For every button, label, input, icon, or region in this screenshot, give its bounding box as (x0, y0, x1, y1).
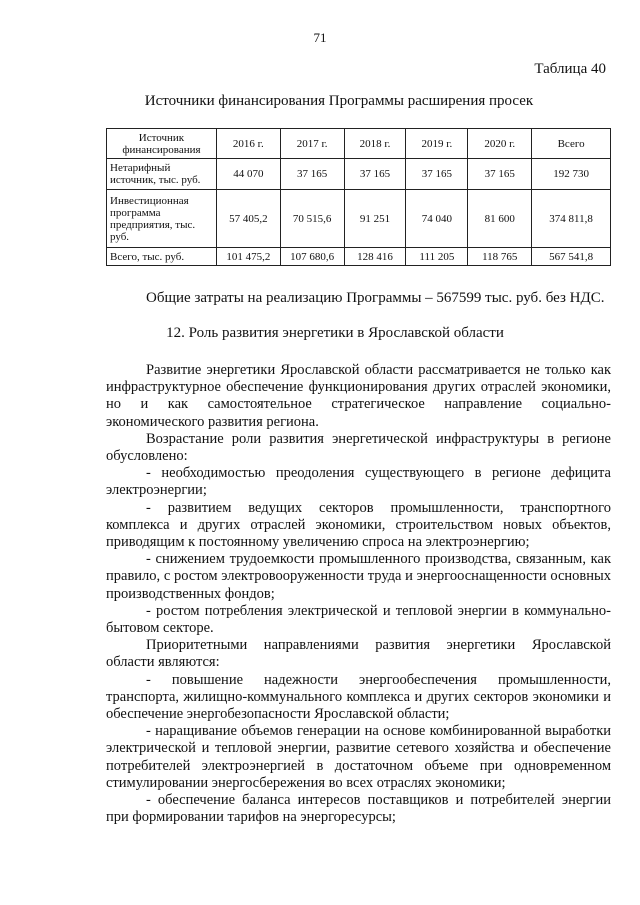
value-cell: 111 205 (406, 248, 468, 266)
header-cell: 2017 г. (280, 129, 344, 159)
list-item: - наращивание объемов генерации на основе комбинированной выработки электрической и тепловой энергии, развитие сетевого хозяйства и обеспечение потребителей электроэнергией в достаточном объеме при одновременном стимулировании энергосбережения во всех отраслях экономики; (106, 723, 611, 791)
table-row (107, 159, 611, 190)
value-cell: 81 600 (468, 190, 532, 248)
paragraph: Возрастание роли развития энергетической инфраструктуры в регионе обусловлено: (106, 430, 611, 465)
section-body (106, 362, 611, 826)
header-cell: 2016 г. (216, 129, 280, 159)
value-cell: 74 040 (406, 190, 468, 248)
value-cell: 44 070 (216, 159, 280, 190)
value-cell: 567 541,8 (532, 248, 611, 266)
value-cell: 101 475,2 (216, 248, 280, 266)
value-cell: 128 416 (344, 248, 406, 266)
value-cell: 37 165 (344, 159, 406, 190)
financing-table (106, 128, 611, 266)
value-cell: 374 811,8 (532, 190, 611, 248)
source-cell: Инвестиционная программа предприятия, тыс. руб. (107, 190, 217, 248)
header-cell: Источник финансирования (107, 129, 217, 159)
list-item: - повышение надежности энергообеспечения промышленности, транспорта, жилищно-коммунального комплекса и других секторов экономики и обеспечение энергобезопасности Ярославской области; (106, 671, 611, 723)
value-cell: 70 515,6 (280, 190, 344, 248)
header-cell: Всего (532, 129, 611, 159)
header-cell: 2020 г. (468, 129, 532, 159)
list-item: - ростом потребления электрической и тепловой энергии в коммунально-бытовом секторе. (106, 602, 611, 637)
table-label: Таблица 40 (534, 61, 606, 77)
source-cell: Всего, тыс. руб. (107, 248, 217, 266)
page-number: 71 (313, 30, 327, 45)
header-cell: 2019 г. (406, 129, 468, 159)
paragraph: Развитие энергетики Ярославской области рассматривается не только как инфраструктурное обеспечение функционирования других отраслей экономики, но и как самостоятельное стратегическое направление социально-экономического развития региона. (106, 362, 611, 430)
list-item: - развитием ведущих секторов промышленности, транспортного комплекса и других отраслей экономики, строительством новых объектов, приводящим к постоянному увеличению спроса на электроэнергию; (106, 499, 611, 551)
value-cell: 57 405,2 (216, 190, 280, 248)
source-cell: Нетарифный источник, тыс. руб. (107, 159, 217, 190)
value-cell: 37 165 (280, 159, 344, 190)
list-item: - снижением трудоемкости промышленного производства, связанным, как правило, с ростом электровооруженности труда и энергооснащенности основных производственных фондов; (106, 551, 611, 602)
value-cell: 118 765 (468, 248, 532, 266)
table-row (107, 190, 611, 248)
table-row (107, 248, 611, 266)
value-cell: 37 165 (468, 159, 532, 190)
paragraph: Приоритетными направлениями развития энергетики Ярославской области являются: (106, 637, 611, 671)
section-heading: 12. Роль развития энергетики в Ярославской области (166, 325, 504, 341)
value-cell: 192 730 (532, 159, 611, 190)
list-item: - необходимостью преодоления существующего в регионе дефицита электроэнергии; (106, 465, 611, 499)
value-cell: 91 251 (344, 190, 406, 248)
total-cost-line: Общие затраты на реализацию Программы – 567599 тыс. руб. без НДС. (146, 290, 605, 306)
table-header-row (107, 129, 611, 159)
value-cell: 107 680,6 (280, 248, 344, 266)
list-item: - обеспечение баланса интересов поставщиков и потребителей энергии при формировании тарифов на энергоресурсы; (106, 792, 611, 826)
header-cell: 2018 г. (344, 129, 406, 159)
table-title: Источники финансирования Программы расширения просек (144, 93, 534, 109)
value-cell: 37 165 (406, 159, 468, 190)
